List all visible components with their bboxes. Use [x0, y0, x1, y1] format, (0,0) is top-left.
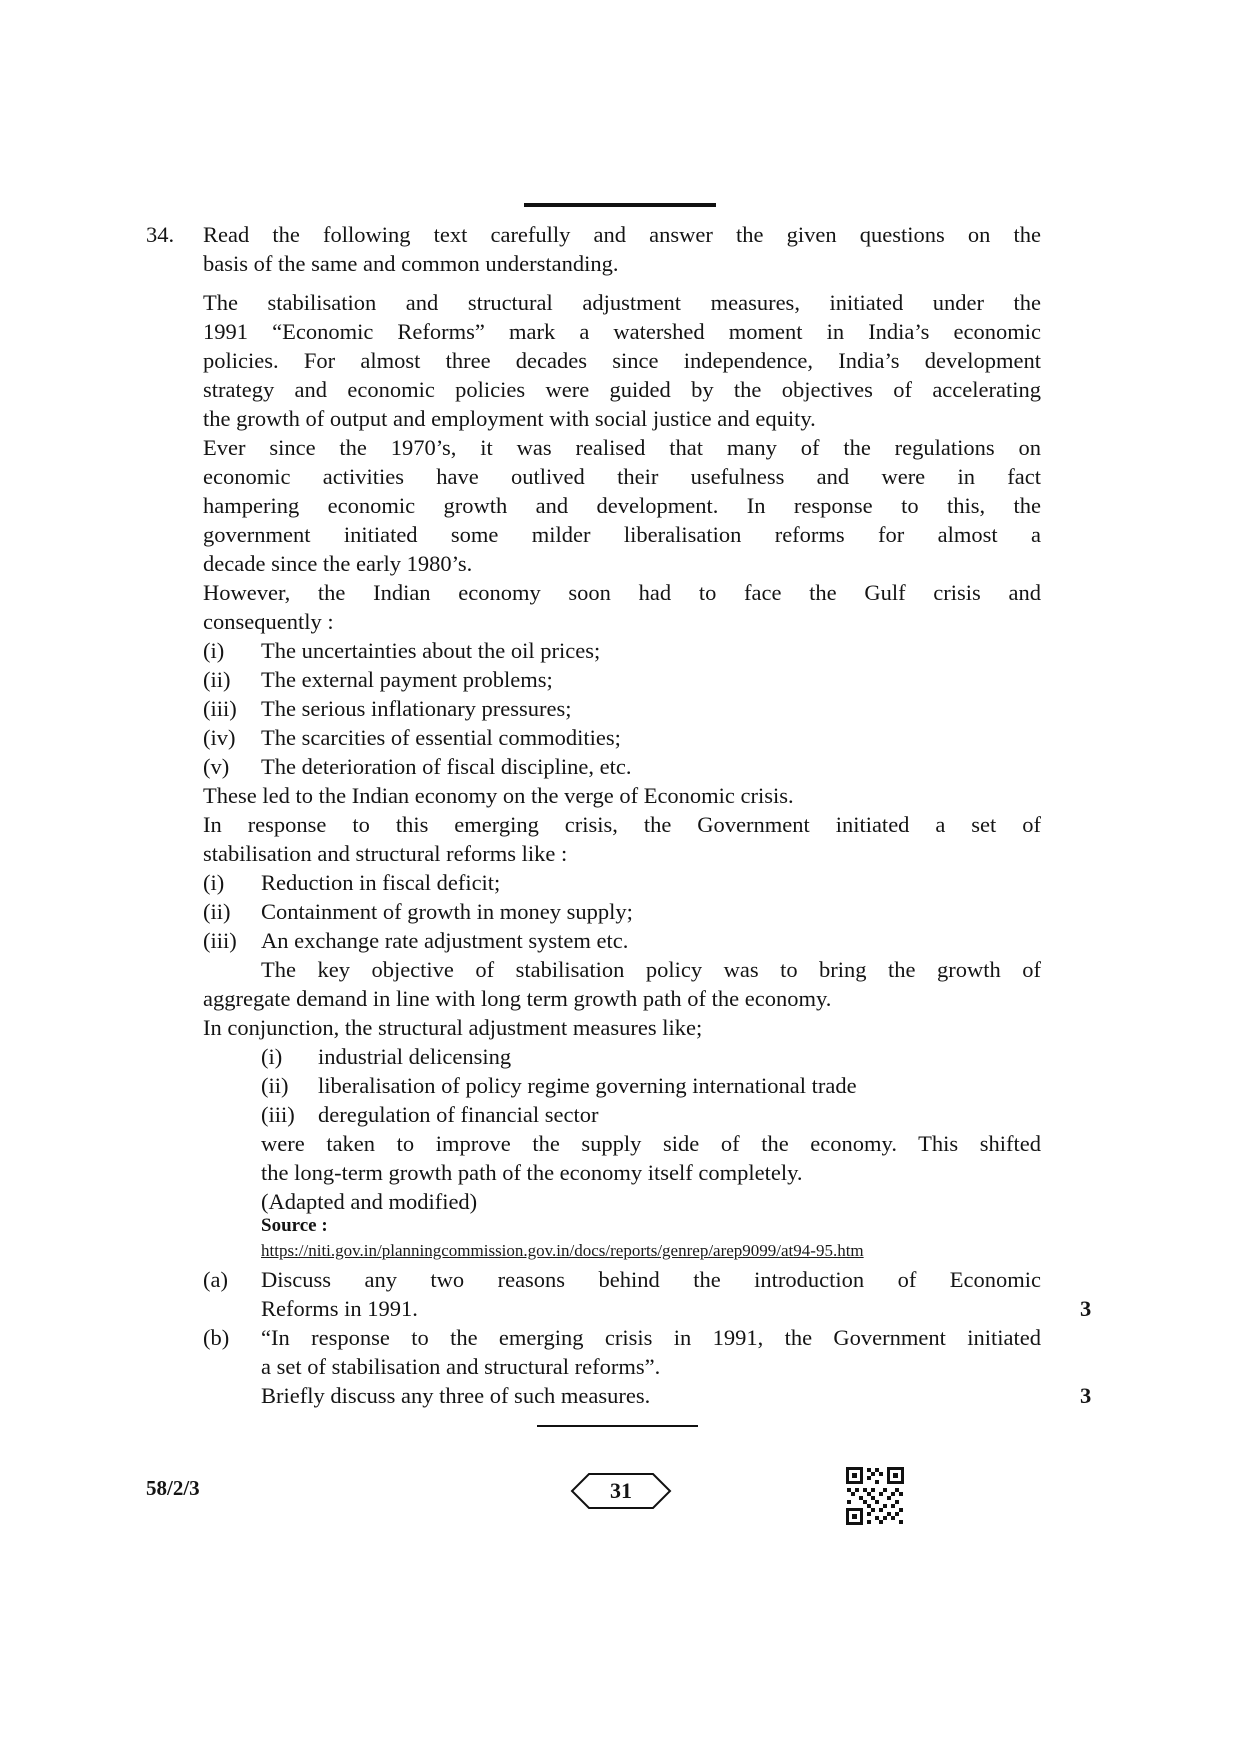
- crisis-item-num: (iv): [203, 725, 236, 750]
- passage-p1-line-1: The stabilisation and structural adjustment measures, initiated under the: [203, 290, 1041, 315]
- passage-p2-line-3: hampering economic growth and development. In response to this, the: [203, 493, 1041, 518]
- qr-code-graphic: [845, 1466, 905, 1526]
- passage-p5-line-1: In response to this emerging crisis, the Government initiated a set of: [203, 812, 1041, 837]
- subquestion-a-line-1: Discuss any two reasons behind the introduction of Economic: [261, 1267, 1041, 1292]
- passage-p5-line-2: stabilisation and structural reforms like :: [203, 841, 568, 866]
- passage-p1-line-2: 1991 “Economic Reforms” mark a watershed moment in India’s economic: [203, 319, 1041, 344]
- reform-item-num: (i): [203, 870, 225, 895]
- crisis-item-num: (i): [203, 638, 225, 663]
- reform-item-text: Reduction in fiscal deficit;: [261, 870, 501, 895]
- reform-item-text: An exchange rate adjustment system etc.: [261, 928, 629, 953]
- passage-p7: In conjunction, the structural adjustment measures like;: [203, 1015, 703, 1040]
- reform-item-text: Containment of growth in money supply;: [261, 899, 633, 924]
- crisis-item-text: The serious inflationary pressures;: [261, 696, 572, 721]
- structural-item-text: liberalisation of policy regime governing international trade: [318, 1073, 857, 1098]
- crisis-item-num: (v): [203, 754, 230, 779]
- subquestion-b-label: (b): [203, 1325, 230, 1350]
- passage-p1-line-4: strategy and economic policies were guided by the objectives of accelerating: [203, 377, 1041, 402]
- subquestion-a-label: (a): [203, 1267, 228, 1292]
- structural-item-text: industrial delicensing: [318, 1044, 512, 1069]
- reform-item-num: (ii): [203, 899, 231, 924]
- structural-item-num: (iii): [261, 1102, 295, 1127]
- crisis-item-text: The external payment problems;: [261, 667, 553, 692]
- structural-item-text: deregulation of financial sector: [318, 1102, 599, 1127]
- crisis-item-text: The uncertainties about the oil prices;: [261, 638, 601, 663]
- page-number-badge: [570, 1472, 672, 1510]
- qr-code-icon: [845, 1466, 905, 1526]
- subquestion-b-marks: 3: [1080, 1383, 1092, 1408]
- crisis-item-text: The scarcities of essential commodities;: [261, 725, 621, 750]
- adapted-note: (Adapted and modified): [261, 1189, 478, 1214]
- subquestion-a-marks: 3: [1080, 1296, 1092, 1321]
- passage-p2-line-5: decade since the early 1980’s.: [203, 551, 473, 576]
- subquestion-b-line-1: “In response to the emerging crisis in 1991, the Government initiated: [261, 1325, 1041, 1350]
- source-link[interactable]: https://niti.gov.in/planningcommission.gov.in/docs/reports/genrep/arep9099/at94-95.htm: [261, 1241, 864, 1260]
- crisis-item-num: (iii): [203, 696, 237, 721]
- structural-item-num: (i): [261, 1044, 283, 1069]
- passage-p3-line-2: consequently :: [203, 609, 334, 634]
- question-intro-line-1: Read the following text carefully and answer the given questions on the: [203, 222, 1041, 247]
- passage-p3-line-1: However, the Indian economy soon had to face the Gulf crisis and: [203, 580, 1041, 605]
- paper-code: 58/2/3: [146, 1476, 200, 1500]
- passage-p1-line-5: the growth of output and employment with social justice and equity.: [203, 406, 816, 431]
- passage-p6-line-2: aggregate demand in line with long term growth path of the economy.: [203, 986, 832, 1011]
- top-divider: [524, 203, 716, 207]
- question-number: 34.: [146, 222, 175, 247]
- passage-p2-line-1: Ever since the 1970’s, it was realised that many of the regulations on: [203, 435, 1041, 460]
- question-intro-line-2: basis of the same and common understanding.: [203, 251, 619, 276]
- passage-p8-line-1: were taken to improve the supply side of the economy. This shifted: [261, 1131, 1041, 1156]
- passage-p8-line-2: the long-term growth path of the economy itself completely.: [261, 1160, 803, 1185]
- passage-p2-line-4: government initiated some milder liberalisation reforms for almost a: [203, 522, 1041, 547]
- passage-p6-line-1: The key objective of stabilisation policy was to bring the growth of: [261, 957, 1041, 982]
- bottom-divider: [537, 1425, 698, 1427]
- crisis-item-text: The deterioration of fiscal discipline, etc.: [261, 754, 632, 779]
- subquestion-b-line-3: Briefly discuss any three of such measures.: [261, 1383, 651, 1408]
- passage-p2-line-2: economic activities have outlived their usefulness and were in fact: [203, 464, 1041, 489]
- source-label: Source :: [261, 1215, 328, 1236]
- reform-item-num: (iii): [203, 928, 237, 953]
- subquestion-b-line-2: a set of stabilisation and structural reforms”.: [261, 1354, 661, 1379]
- passage-p4: These led to the Indian economy on the verge of Economic crisis.: [203, 783, 794, 808]
- structural-item-num: (ii): [261, 1073, 289, 1098]
- page-number: 31: [610, 1478, 632, 1503]
- subquestion-a-line-2: Reforms in 1991.: [261, 1296, 418, 1321]
- passage-p1-line-3: policies. For almost three decades since independence, India’s development: [203, 348, 1041, 373]
- crisis-item-num: (ii): [203, 667, 231, 692]
